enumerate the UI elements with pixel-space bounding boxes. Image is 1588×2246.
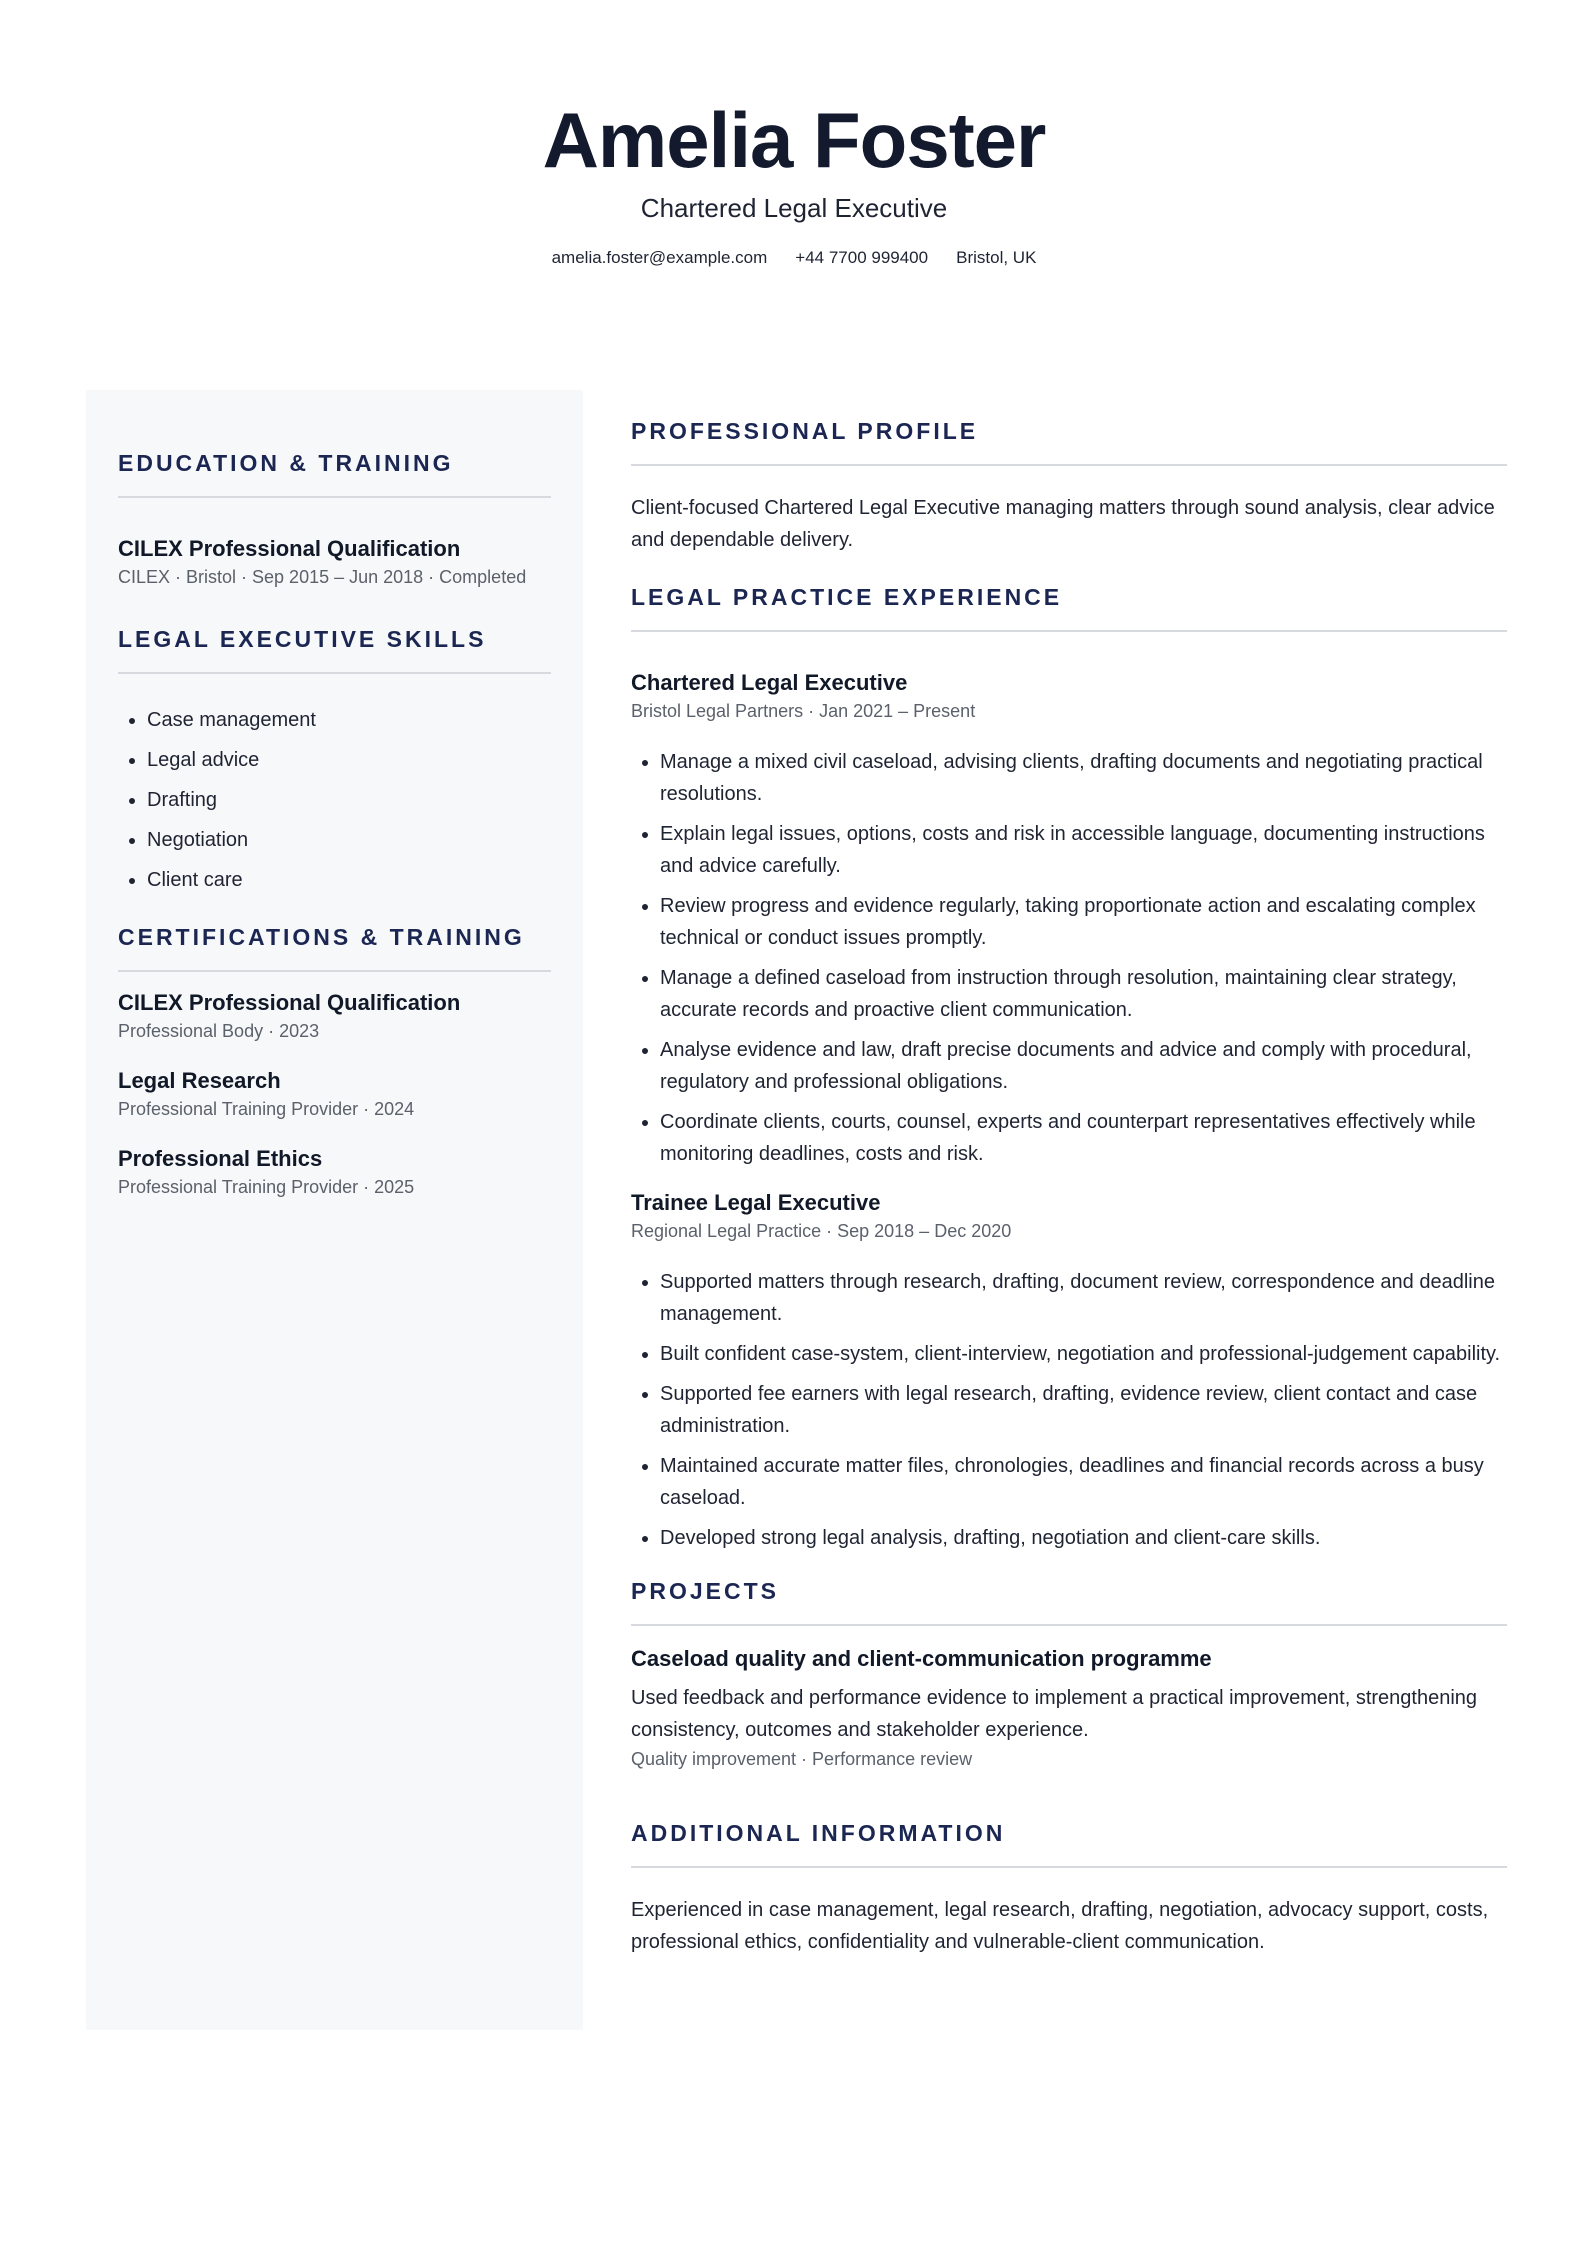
- project-description: Used feedback and performance evidence to implement a practical improvement, strengthening consistency, outcomes and stakeholder experience.: [631, 1687, 1478, 1741]
- job-bullet: • Developed strong legal analysis, drafting, negotiation and client-care skills.: [660, 1522, 1507, 1554]
- contact-phone[interactable]: +44 7700 999400: [795, 248, 929, 267]
- divider: [631, 1624, 1507, 1626]
- project-item: [631, 1644, 1507, 1772]
- resume-header: [0, 92, 1588, 268]
- skill-item: • Negotiation: [147, 824, 551, 856]
- job-title: Chartered Legal Executive: [631, 670, 908, 695]
- sidebar: [86, 390, 583, 2030]
- certifications-heading: CERTIFICATIONS & TRAINING: [118, 924, 525, 950]
- divider: [118, 496, 551, 498]
- experience-heading: LEGAL PRACTICE EXPERIENCE: [631, 584, 1063, 610]
- skill-item: • Drafting: [147, 784, 551, 816]
- skills-heading: LEGAL EXECUTIVE SKILLS: [118, 626, 487, 652]
- additional-section: [631, 1818, 1507, 1958]
- additional-heading: ADDITIONAL INFORMATION: [631, 1820, 1006, 1846]
- certification-meta: Professional Training Provider · 2025: [118, 1177, 415, 1197]
- job-bullet: • Review progress and evidence regularly, taking proportionate action and escalating complex technical or conduct issues promptly.: [660, 890, 1507, 954]
- skills-list: [118, 704, 551, 896]
- experience-section: [631, 582, 1507, 1554]
- education-section: [118, 390, 551, 590]
- skill-item: • Legal advice: [147, 744, 551, 776]
- main-column: [631, 390, 1507, 1958]
- contact-location: Bristol, UK: [956, 248, 1037, 267]
- contact-email[interactable]: amelia.foster@example.com: [551, 248, 768, 267]
- education-item: [118, 534, 551, 590]
- divider: [118, 970, 551, 972]
- certification-title: CILEX Professional Qualification: [118, 990, 461, 1015]
- profile-heading: PROFESSIONAL PROFILE: [631, 418, 979, 444]
- skill-item: • Case management: [147, 704, 551, 736]
- job-bullet: • Manage a defined caseload from instruction through resolution, maintaining clear strategy, accurate records and proactive client communication.: [660, 962, 1507, 1026]
- job-meta: Bristol Legal Partners · Jan 2021 – Present: [631, 701, 976, 721]
- contact-line: [0, 248, 1588, 268]
- candidate-title: Chartered Legal Executive: [640, 193, 948, 223]
- education-heading: EDUCATION & TRAINING: [118, 450, 454, 476]
- job-bullet: • Supported fee earners with legal research, drafting, evidence review, client contact and case administration.: [660, 1378, 1507, 1442]
- job-bullets: [631, 1266, 1507, 1554]
- education-title: CILEX Professional Qualification: [118, 536, 461, 561]
- job-bullet: • Coordinate clients, courts, counsel, experts and counterpart representatives effectively while monitoring deadlines, costs and risk.: [660, 1106, 1507, 1170]
- certification-item: [118, 1066, 551, 1122]
- certifications-section: [118, 922, 551, 1200]
- certification-title: Professional Ethics: [118, 1146, 323, 1171]
- job-bullet: • Supported matters through research, drafting, document review, correspondence and deadline management.: [660, 1266, 1507, 1330]
- project-title: Caseload quality and client-communication programme: [631, 1646, 1212, 1671]
- certification-title: Legal Research: [118, 1068, 281, 1093]
- job-entry: [631, 1188, 1507, 1554]
- divider: [631, 630, 1507, 632]
- certification-item: [118, 1144, 551, 1200]
- job-bullets: [631, 746, 1507, 1170]
- job-title: Trainee Legal Executive: [631, 1190, 881, 1215]
- additional-text: Experienced in case management, legal research, drafting, negotiation, advocacy support, costs, professional ethics, confidentiality and vulnerable-client communication.: [631, 1899, 1489, 1953]
- job-bullet: • Maintained accurate matter files, chronologies, deadlines and financial records across a busy caseload.: [660, 1450, 1507, 1514]
- job-bullet: • Explain legal issues, options, costs and risk in accessible language, documenting instructions and advice carefully.: [660, 818, 1507, 882]
- job-bullet: • Built confident case-system, client-interview, negotiation and professional-judgement capability.: [660, 1338, 1507, 1370]
- profile-section: [631, 390, 1507, 556]
- skills-section: [118, 624, 551, 896]
- profile-text: Client-focused Chartered Legal Executive managing matters through sound analysis, clear advice and dependable delivery.: [631, 497, 1495, 551]
- project-tags: Quality improvement · Performance review: [631, 1749, 973, 1769]
- job-entry: [631, 668, 1507, 1170]
- certification-item: [118, 988, 551, 1044]
- job-meta: Regional Legal Practice · Sep 2018 – Dec 2020: [631, 1221, 1012, 1241]
- candidate-name: Amelia Foster: [542, 96, 1046, 184]
- divider: [631, 1866, 1507, 1868]
- skill-item: • Client care: [147, 864, 551, 896]
- projects-heading: PROJECTS: [631, 1578, 779, 1604]
- certification-meta: Professional Body · 2023: [118, 1021, 320, 1041]
- divider: [631, 464, 1507, 466]
- certification-meta: Professional Training Provider · 2024: [118, 1099, 415, 1119]
- education-meta: CILEX · Bristol · Sep 2015 – Jun 2018 · Completed: [118, 567, 527, 587]
- job-bullet: • Manage a mixed civil caseload, advising clients, drafting documents and negotiating practical resolutions.: [660, 746, 1507, 810]
- job-bullet: • Analyse evidence and law, draft precise documents and advice and comply with procedural, regulatory and professional obligations.: [660, 1034, 1507, 1098]
- projects-section: [631, 1576, 1507, 1772]
- divider: [118, 672, 551, 674]
